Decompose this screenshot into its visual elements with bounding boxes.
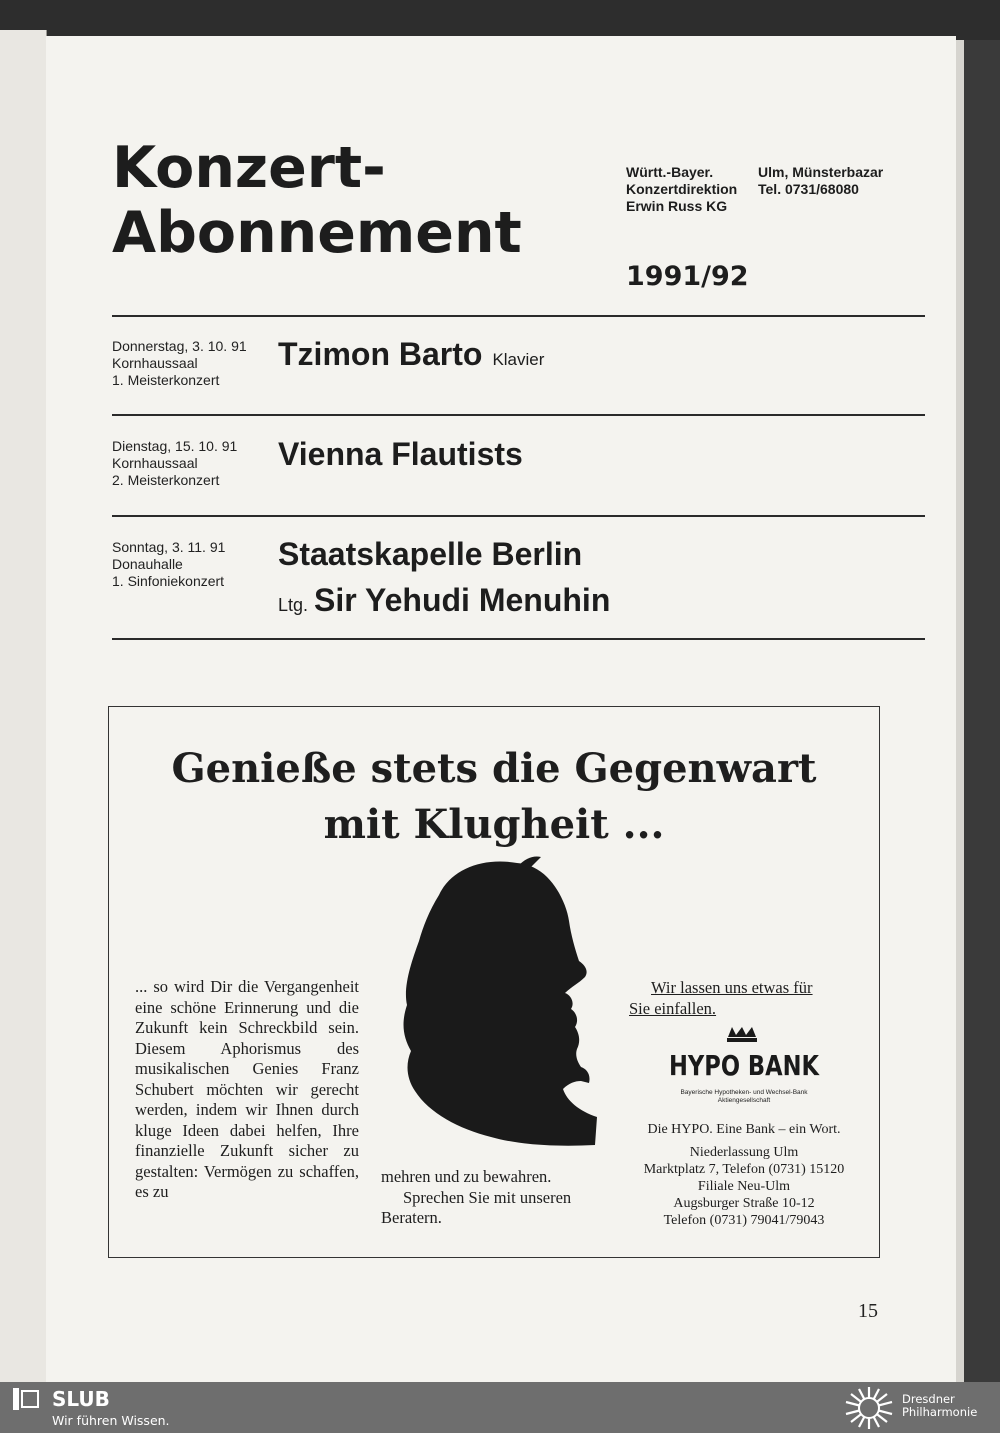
headline-line-1: Genieße stets die Gegenwart (171, 745, 817, 792)
ad-headline (109, 741, 879, 853)
event-2-meta (112, 438, 237, 489)
agency-block (626, 164, 737, 215)
body-mid-line-1: mehren und zu bewahren. (381, 1167, 552, 1186)
divider (112, 414, 925, 416)
divider (112, 638, 925, 640)
event-date: Sonntag, 3. 11. 91 (112, 539, 226, 555)
event-series: 1. Sinfoniekonzert (112, 573, 225, 589)
bank-full-name-line-1: Bayerische Hypotheken- und Wechsel-Bank (680, 1089, 808, 1096)
partner-line-2: Philharmonie (902, 1405, 978, 1419)
conductor-label: Ltg. (278, 595, 309, 615)
ad-body-middle (381, 1167, 611, 1229)
artist-name: Staatskapelle Berlin (278, 536, 583, 572)
page-number: 15 (858, 1300, 878, 1322)
divider (112, 315, 925, 317)
branch-1-address: Marktplatz 7, Telefon (0731) 15120 (643, 1162, 845, 1177)
bank-full-name (649, 1089, 839, 1105)
divider (112, 515, 925, 517)
partner-line-1: Dresdner (902, 1392, 955, 1406)
artist-name: Tzimon Barto (278, 336, 483, 372)
crown-icon (727, 1027, 757, 1042)
branch-2-phone: Telefon (0731) 79041/79043 (663, 1213, 825, 1228)
book-stack-icon (13, 1388, 39, 1410)
branch-2-name: Filiale Neu-Ulm (697, 1179, 791, 1194)
branch-1-name: Niederlassung Ulm (689, 1145, 799, 1160)
event-date: Dienstag, 15. 10. 91 (112, 438, 238, 454)
branch-2-street: Augsburger Straße 10-12 (673, 1196, 815, 1211)
event-series: 1. Meisterkonzert (112, 372, 220, 388)
agency-line-3: Erwin Russ KG (626, 198, 728, 214)
event-3-artist (278, 536, 582, 573)
scan-background (0, 0, 1000, 40)
event-3-conductor (278, 582, 610, 619)
slogan-line-1: Wir lassen uns etwas für (651, 978, 813, 997)
contact-block (758, 164, 883, 198)
bank-claim: Die HYPO. Eine Bank – ein Wort. (647, 1122, 841, 1137)
slogan-line-2: Sie einfallen. (629, 999, 717, 1018)
page-title (112, 136, 522, 266)
body-mid-line-3: Beratern. (381, 1208, 442, 1227)
library-name: SLUB (52, 1387, 110, 1411)
agency-line-2: Konzertdirektion (626, 181, 738, 197)
event-1-meta (112, 338, 247, 389)
agency-phone: Tel. 0731/68080 (758, 181, 859, 197)
logo-wordmark: HYPO BANK (669, 1049, 821, 1082)
event-1-artist (278, 336, 544, 373)
season-label: 1991/92 (626, 261, 749, 292)
event-venue: Kornhaussaal (112, 355, 198, 371)
conductor-name: Sir Yehudi Menuhin (314, 582, 611, 618)
bank-full-name-line-2: Aktiengesellschaft (717, 1097, 771, 1104)
ad-slogan (629, 977, 859, 1019)
event-venue: Kornhaussaal (112, 455, 198, 471)
schubert-silhouette-image (399, 855, 604, 1155)
event-2-artist (278, 436, 523, 473)
title-line-1: Konzert- (112, 135, 386, 201)
bank-advertisement (108, 706, 880, 1258)
event-date: Donnerstag, 3. 10. 91 (112, 338, 247, 354)
program-page (46, 36, 956, 1382)
partner-name (902, 1393, 977, 1419)
body-mid-line-2: Sprechen Sie mit unseren (403, 1187, 572, 1207)
event-series: 2. Meisterkonzert (112, 472, 220, 488)
library-tagline: Wir führen Wissen. (52, 1413, 170, 1428)
event-3-meta (112, 539, 225, 590)
headline-line-2: mit Klugheit ... (323, 801, 665, 848)
artist-name: Vienna Flautists (278, 436, 523, 472)
title-line-2: Abonnement (112, 200, 522, 266)
event-venue: Donauhalle (112, 556, 183, 572)
bank-contact (629, 1121, 859, 1229)
artist-instrument: Klavier (492, 350, 545, 369)
page-edge (956, 40, 964, 1382)
agency-city: Ulm, Münsterbazar (758, 164, 884, 180)
sunburst-icon (843, 1386, 895, 1430)
agency-line-1: Württ.-Bayer. (626, 164, 714, 180)
ad-body-left: ... so wird Dir die Vergangenheit eine schöne Erinnerung und die Zukunft kein Schreckbild sein. Diesem Aphorismus des musikalischen Genies Franz Schubert möchten wir gerecht werden, indem wir Ihnen durch kluge Ideen dabei helfen, Ihre finanzielle Zukunft sicher zu gestalten: Vermögen zu schaffen, es zu (135, 977, 359, 1201)
footer-bar (0, 1382, 1000, 1433)
previous-page-edge (0, 30, 47, 1382)
